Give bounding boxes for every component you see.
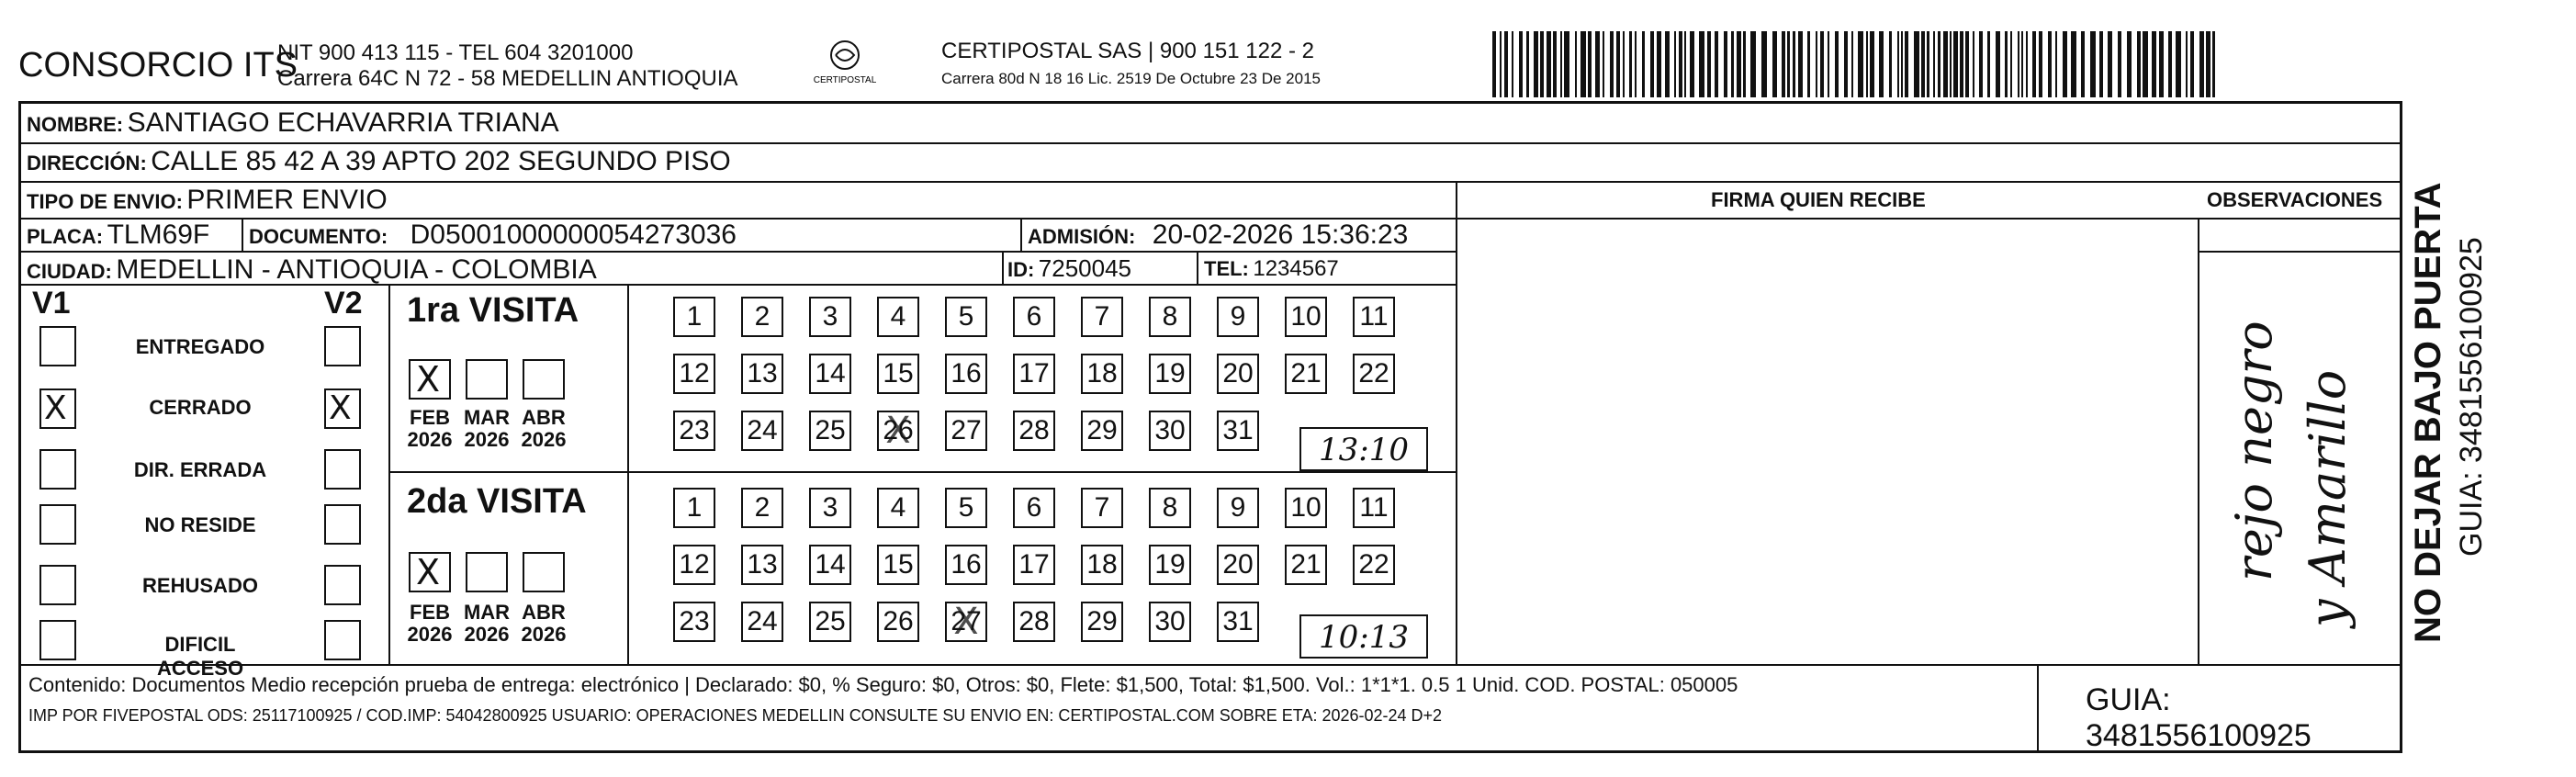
barcode-bar xyxy=(1616,31,1620,97)
day-box[interactable]: 18 xyxy=(1081,354,1123,394)
barcode-bar xyxy=(1657,31,1661,97)
day-box[interactable]: 30 xyxy=(1149,602,1191,642)
observation-handwriting-2: y Amarillo xyxy=(2299,369,2357,627)
barcode-bar xyxy=(1642,31,1645,97)
day-box[interactable]: 12 xyxy=(673,354,715,394)
barcode xyxy=(1492,31,2222,97)
id-field xyxy=(1007,254,1131,283)
barcode-bar xyxy=(1870,31,1874,97)
delivery-form xyxy=(18,101,2402,753)
day-box[interactable]: 3 xyxy=(809,297,851,337)
barcode-bar xyxy=(1798,31,1803,97)
barcode-bar xyxy=(1731,31,1734,97)
barcode-bar xyxy=(1553,31,1557,97)
day-box[interactable]: 7 xyxy=(1081,488,1123,528)
barcode-bar xyxy=(1650,31,1654,97)
barcode-bar xyxy=(1933,31,1935,97)
footer-content-line: Contenido: Documentos Medio recepción prueba de entrega: electrónico | Declarado: $0, % Seguro: $0, Otros: $0, Flete: $1,500, Total: $1,500. Vol.: 1*1*1. 0.5 1 Unid. COD. POSTAL: 050005 xyxy=(28,673,1738,696)
day-box[interactable]: 1 xyxy=(673,488,715,528)
barcode-bar xyxy=(1820,31,1824,97)
barcode-bar xyxy=(2199,31,2204,97)
day-box[interactable]: 30 xyxy=(1149,411,1191,451)
day-box[interactable]: 8 xyxy=(1149,297,1191,337)
barcode-bar xyxy=(1953,31,1958,97)
barcode-bar xyxy=(1679,31,1682,97)
v2-no-reside-checkbox[interactable] xyxy=(324,504,361,545)
barcode-bar xyxy=(1512,31,1513,97)
visit2-title: 2da VISITA xyxy=(407,482,587,521)
barcode-bar xyxy=(1761,31,1767,97)
v1-entregado-checkbox[interactable] xyxy=(39,326,76,366)
tipo-label: TIPO DE ENVIO: xyxy=(27,190,183,213)
day-box[interactable]: 9 xyxy=(1217,488,1259,528)
barcode-bar xyxy=(2048,31,2052,97)
barcode-bar xyxy=(1807,31,1810,97)
barcode-bar xyxy=(2021,31,2023,97)
barcode-bar xyxy=(1588,31,1592,97)
observaciones-header: OBSERVACIONES xyxy=(2207,188,2383,211)
barcode-bar xyxy=(1580,31,1586,97)
nit-line: NIT 900 413 115 - TEL 604 3201000 xyxy=(277,40,634,65)
v1-header: V1 xyxy=(32,286,71,321)
firma-header: FIRMA QUIEN RECIBE xyxy=(1711,188,1926,211)
barcode-bar xyxy=(1879,31,1884,97)
v2-dificil-acceso-checkbox[interactable] xyxy=(324,620,361,660)
barcode-bar xyxy=(1851,31,1853,97)
option-rehusado: REHUSADO xyxy=(142,574,258,597)
barcode-bar xyxy=(2108,31,2112,97)
day-box[interactable]: 15 xyxy=(877,354,919,394)
direccion-label: DIRECCIÓN: xyxy=(27,152,147,175)
company-name: CONSORCIO ITS xyxy=(18,46,298,84)
side-guia: GUIA: 3481556100925 xyxy=(2454,237,2489,557)
barcode-bar xyxy=(2063,31,2067,97)
documento-field xyxy=(249,220,737,251)
visit1-month-abr[interactable] xyxy=(523,359,565,400)
tel-field xyxy=(1204,256,1339,282)
barcode-bar xyxy=(1965,31,1969,97)
day-box[interactable]: 22 xyxy=(1353,545,1395,585)
day-box[interactable]: 24 xyxy=(741,411,783,451)
visit1-month-mar[interactable] xyxy=(466,359,508,400)
nombre-value: SANTIAGO ECHAVARRIA TRIANA xyxy=(127,107,559,138)
tipo-row xyxy=(27,185,388,216)
day-box[interactable]: 5 xyxy=(945,297,987,337)
day-box[interactable]: 13 xyxy=(741,545,783,585)
day-box[interactable]: 25 xyxy=(809,411,851,451)
documento-value: D05001000000054273036 xyxy=(410,220,737,250)
day-box[interactable]: 11 xyxy=(1353,297,1395,337)
day-box[interactable]: 8 xyxy=(1149,488,1191,528)
logo-text: CERTIPOSTAL xyxy=(813,75,877,85)
barcode-bar xyxy=(2176,31,2181,97)
nombre-label: NOMBRE: xyxy=(27,113,124,136)
visit1-month-label-abr: ABR 2026 xyxy=(521,406,567,451)
v1-no-reside-checkbox[interactable] xyxy=(39,504,76,545)
v1-dificil-acceso-checkbox[interactable] xyxy=(39,620,76,660)
day-box[interactable]: 25 xyxy=(809,602,851,642)
placa-value: TLM69F xyxy=(107,220,210,250)
barcode-bar xyxy=(2206,31,2210,97)
barcode-bar xyxy=(2018,31,2019,97)
barcode-bar xyxy=(1973,31,1974,97)
day-box[interactable]: 14 xyxy=(809,545,851,585)
day-box[interactable]: 20 xyxy=(1217,545,1259,585)
barcode-bar xyxy=(2118,31,2121,97)
day-box[interactable]: 4 xyxy=(877,297,919,337)
direccion-row xyxy=(27,146,731,177)
admision-label: ADMISIÓN: xyxy=(1028,225,1136,248)
day-box[interactable]: 9 xyxy=(1217,297,1259,337)
barcode-bar xyxy=(2081,31,2085,97)
day-box[interactable]: 26 xyxy=(877,602,919,642)
nombre-row xyxy=(27,107,559,139)
barcode-bar xyxy=(1914,31,1919,97)
barcode-bar xyxy=(2090,31,2096,97)
barcode-bar xyxy=(1996,31,2000,97)
barcode-bar xyxy=(1690,31,1694,97)
day-box[interactable]: 10 xyxy=(1285,297,1327,337)
barcode-bar xyxy=(1927,31,1929,97)
barcode-bar xyxy=(1547,31,1551,97)
barcode-bar xyxy=(1844,31,1848,97)
barcode-bar xyxy=(1724,31,1727,97)
barcode-bar xyxy=(1743,31,1746,97)
day-box[interactable]: 29 xyxy=(1081,411,1123,451)
barcode-bar xyxy=(1674,31,1676,97)
certipostal-logo xyxy=(808,37,882,92)
visit2-month-feb[interactable] xyxy=(409,552,451,592)
barcode-bar xyxy=(1635,31,1637,97)
barcode-bar xyxy=(2071,31,2076,97)
barcode-bar xyxy=(1782,31,1785,97)
day-box[interactable]: 6 xyxy=(1013,488,1055,528)
barcode-bar xyxy=(1921,31,1925,97)
barcode-bar xyxy=(2039,31,2042,97)
barcode-bar xyxy=(2032,31,2036,97)
visit1-time: 13:10 xyxy=(1299,427,1428,471)
barcode-bar xyxy=(1866,31,1868,97)
option-no-reside: NO RESIDE xyxy=(144,513,256,536)
barcode-bar xyxy=(1938,31,1940,97)
v2-entregado-checkbox[interactable] xyxy=(324,326,361,366)
company-address: Carrera 64C N 72 - 58 MEDELLIN ANTIOQUIA xyxy=(277,66,738,91)
barcode-bar xyxy=(1772,31,1777,97)
barcode-bar xyxy=(1629,31,1632,97)
option-dificil-acceso: DIFICIL ACCESO xyxy=(156,633,244,680)
barcode-bar xyxy=(1858,31,1863,97)
v2-dir-errada-checkbox[interactable] xyxy=(324,449,361,490)
barcode-bar xyxy=(1534,31,1538,97)
visit2-month-label-feb: FEB 2026 xyxy=(407,601,453,646)
option-cerrado: CERRADO xyxy=(149,396,252,419)
day-box[interactable]: 27 xyxy=(945,411,987,451)
day-box[interactable]: 10 xyxy=(1285,488,1327,528)
day-box[interactable]: 19 xyxy=(1149,354,1191,394)
barcode-bar xyxy=(1665,31,1670,97)
id-value: 7250045 xyxy=(1038,254,1132,282)
day-box[interactable]: X 26 xyxy=(877,411,919,451)
day-box[interactable]: 2 xyxy=(741,297,783,337)
barcode-bar xyxy=(1950,31,1952,97)
barcode-bar xyxy=(1603,31,1604,97)
visit2-month-label-abr: ABR 2026 xyxy=(521,601,567,646)
barcode-bar xyxy=(1560,31,1562,97)
ciudad-value: MEDELLIN - ANTIOQUIA - COLOMBIA xyxy=(116,254,597,285)
guia-number: GUIA: 3481556100925 xyxy=(2086,682,2312,753)
signature-area[interactable] xyxy=(1459,253,2194,660)
barcode-bar xyxy=(2005,31,2008,97)
day-box[interactable]: 11 xyxy=(1353,488,1395,528)
day-box[interactable]: X 27 xyxy=(945,602,987,642)
barcode-bar xyxy=(2099,31,2103,97)
direccion-value: CALLE 85 42 A 39 APTO 202 SEGUNDO PISO xyxy=(151,146,731,176)
barcode-bar xyxy=(2168,31,2172,97)
day-box[interactable]: 28 xyxy=(1013,411,1055,451)
barcode-bar xyxy=(1526,31,1529,97)
barcode-bar xyxy=(1540,31,1544,97)
option-dir-errada: DIR. ERRADA xyxy=(133,458,267,481)
barcode-bar xyxy=(1610,31,1614,97)
barcode-bar xyxy=(1575,31,1577,97)
barcode-bar xyxy=(2026,31,2028,97)
tipo-value: PRIMER ENVIO xyxy=(186,185,388,215)
barcode-bar xyxy=(2127,31,2132,97)
barcode-bar xyxy=(1960,31,1963,97)
barcode-bar xyxy=(2159,31,2164,97)
day-box[interactable]: 19 xyxy=(1149,545,1191,585)
certipostal-sub: Carrera 80d N 18 16 Lic. 2519 De Octubre 23 De 2015 xyxy=(941,70,1321,87)
v1-rehusado-checkbox[interactable] xyxy=(39,565,76,605)
v1-dir-errada-checkbox[interactable] xyxy=(39,449,76,490)
day-box[interactable]: 14 xyxy=(809,354,851,394)
barcode-bar xyxy=(1901,31,1903,97)
admision-field xyxy=(1028,220,1408,251)
day-box[interactable]: 21 xyxy=(1285,354,1327,394)
barcode-bar xyxy=(2010,31,2012,97)
admision-value: 20-02-2026 15:36:23 xyxy=(1152,220,1409,250)
day-box[interactable]: 3 xyxy=(809,488,851,528)
day-box[interactable]: 24 xyxy=(741,602,783,642)
barcode-bar xyxy=(1787,31,1790,97)
visit1-title: 1ra VISITA xyxy=(407,291,579,330)
barcode-bar xyxy=(1943,31,1948,97)
day-box[interactable]: 20 xyxy=(1217,354,1259,394)
day-box[interactable]: 13 xyxy=(741,354,783,394)
barcode-bar xyxy=(1979,31,1983,97)
barcode-bar xyxy=(1715,31,1718,97)
barcode-bar xyxy=(1889,31,1892,97)
placa-label: PLACA: xyxy=(27,225,104,248)
barcode-bar xyxy=(2186,31,2188,97)
barcode-bar xyxy=(1504,31,1508,97)
barcode-bar xyxy=(1500,31,1502,97)
day-box[interactable]: 29 xyxy=(1081,602,1123,642)
certipostal-info xyxy=(941,39,1321,92)
day-box[interactable]: 18 xyxy=(1081,545,1123,585)
option-entregado: ENTREGADO xyxy=(135,335,265,358)
barcode-bar xyxy=(2143,31,2148,97)
barcode-bar xyxy=(2212,31,2215,97)
barcode-bar xyxy=(2190,31,2194,97)
barcode-bar xyxy=(2152,31,2156,97)
tel-value: 1234567 xyxy=(1253,256,1339,281)
barcode-bar xyxy=(1987,31,1990,97)
barcode-bar xyxy=(1684,31,1686,97)
day-box[interactable]: 7 xyxy=(1081,297,1123,337)
visit1-month-feb[interactable] xyxy=(409,359,451,400)
id-label: ID: xyxy=(1007,258,1035,281)
tel-label: TEL: xyxy=(1204,257,1249,280)
barcode-bar xyxy=(1793,31,1795,97)
observation-handwriting-1: rejo negro xyxy=(2225,321,2283,581)
documento-label: DOCUMENTO: xyxy=(249,225,388,248)
day-box[interactable]: 23 xyxy=(673,411,715,451)
day-box[interactable]: 21 xyxy=(1285,545,1327,585)
v2-cerrado-checkbox[interactable] xyxy=(324,388,361,429)
day-box[interactable]: 12 xyxy=(673,545,715,585)
day-box[interactable]: 6 xyxy=(1013,297,1055,337)
day-box[interactable]: 31 xyxy=(1217,411,1259,451)
ciudad-label: CIUDAD: xyxy=(27,260,112,283)
visit2-month-abr[interactable] xyxy=(523,552,565,592)
ciudad-field xyxy=(27,254,597,286)
barcode-bar xyxy=(2055,31,2057,97)
barcode-bar xyxy=(1564,31,1569,97)
v1-cerrado-checkbox[interactable] xyxy=(39,388,76,429)
barcode-bar xyxy=(1707,31,1711,97)
visit2-month-label-mar: MAR 2026 xyxy=(463,601,511,646)
day-box[interactable]: 16 xyxy=(945,354,987,394)
visit2-month-mar[interactable] xyxy=(466,552,508,592)
no-dejar-bajo-puerta: NO DEJAR BAJO PUERTA xyxy=(2408,182,2448,643)
barcode-bar xyxy=(1737,31,1741,97)
visit1-month-label-feb: FEB 2026 xyxy=(407,406,453,451)
v2-rehusado-checkbox[interactable] xyxy=(324,565,361,605)
day-box[interactable]: 28 xyxy=(1013,602,1055,642)
barcode-bar xyxy=(1699,31,1704,97)
barcode-bar xyxy=(1519,31,1523,97)
footer-print-line: IMP POR FIVEPOSTAL ODS: 25117100925 / COD.IMP: 54042800925 USUARIO: OPERACIONES MEDELLIN CONSULTE SU ENVIO EN: CERTIPOSTAL.COM SOBRE ETA: 2026-02-24 D+2 xyxy=(28,706,1443,725)
day-box[interactable]: 15 xyxy=(877,545,919,585)
barcode-bar xyxy=(1828,31,1829,97)
barcode-bar xyxy=(1492,31,1496,97)
barcode-bar xyxy=(1816,31,1817,97)
day-box[interactable]: 5 xyxy=(945,488,987,528)
barcode-bar xyxy=(1623,31,1625,97)
day-box[interactable]: 17 xyxy=(1013,354,1055,394)
barcode-bar xyxy=(1905,31,1908,97)
day-box[interactable]: 31 xyxy=(1217,602,1259,642)
barcode-bar xyxy=(2137,31,2141,97)
day-box[interactable]: 16 xyxy=(945,545,987,585)
day-box[interactable]: 4 xyxy=(877,488,919,528)
company-info xyxy=(277,40,738,92)
barcode-bar xyxy=(1750,31,1756,97)
day-box[interactable]: 2 xyxy=(741,488,783,528)
barcode-bar xyxy=(1835,31,1839,97)
v2-header: V2 xyxy=(324,286,363,321)
visit1-month-label-mar: MAR 2026 xyxy=(463,406,511,451)
visit2-time: 10:13 xyxy=(1299,614,1428,659)
barcode-bar xyxy=(1897,31,1899,97)
day-box[interactable]: 23 xyxy=(673,602,715,642)
barcode-bar xyxy=(1595,31,1600,97)
certipostal-line: CERTIPOSTAL SAS | 900 151 122 - 2 xyxy=(941,39,1314,63)
day-box[interactable]: 17 xyxy=(1013,545,1055,585)
day-box[interactable]: 22 xyxy=(1353,354,1395,394)
day-box[interactable]: 1 xyxy=(673,297,715,337)
placa-field xyxy=(27,220,209,251)
